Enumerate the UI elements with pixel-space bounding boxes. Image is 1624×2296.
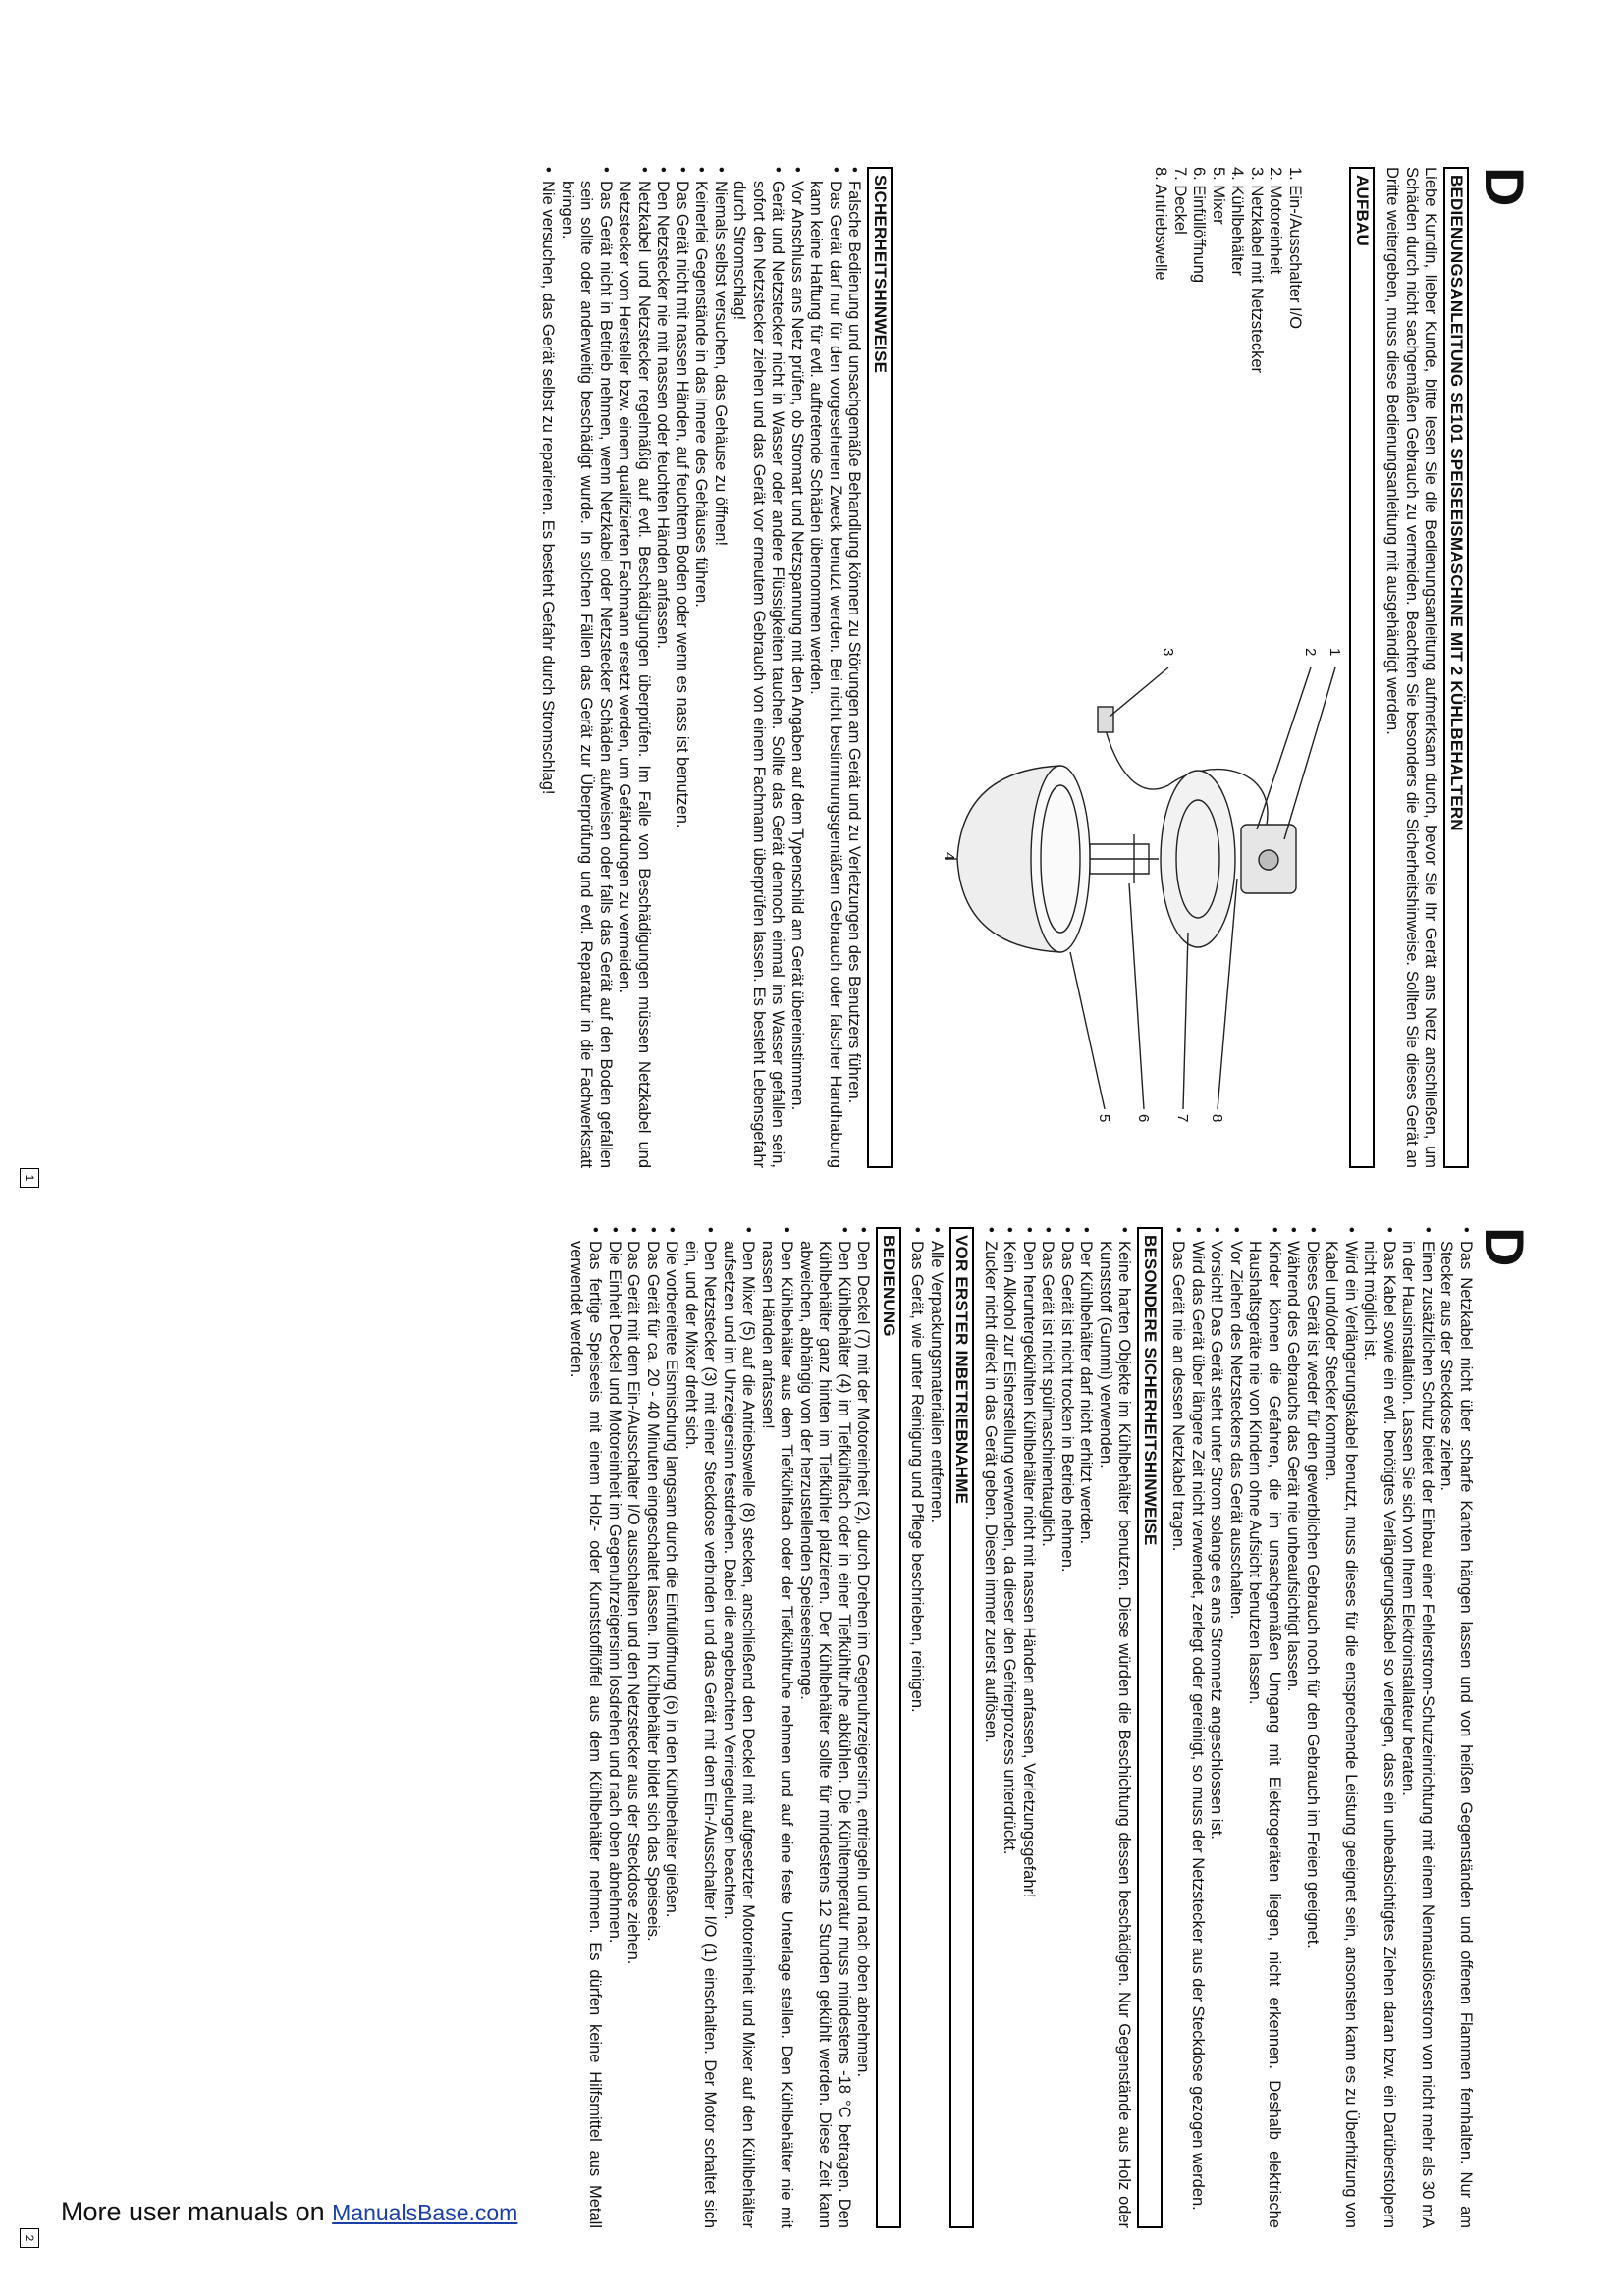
part-item: 5. Mixer xyxy=(1210,167,1227,225)
page-number: 2 xyxy=(20,2228,39,2248)
safety-list xyxy=(538,167,864,1168)
list-item: • Das Gerät ist nicht trocken in Betrieb nehmen. xyxy=(1057,1227,1077,2228)
aufbau-title: AUFBAU xyxy=(1350,167,1376,1168)
callout-3: 3 xyxy=(1160,648,1176,657)
list-item: • Vorsicht! Das Gerät steht unter Strom solange es ans Stromnetz angeschlossen ist. xyxy=(1207,1227,1226,2228)
part-item: 1. Ein-/Ausschalter I/O xyxy=(1286,167,1304,330)
list-item: • Das Gerät für ca. 20 - 40 Minuten eingeschaltet lassen. Im Kühlbehälter bildet sich das Speiseeis. xyxy=(643,1227,663,2228)
list-item: • Die Einheit Deckel und Motoreinheit im Gegenuhrzeigersinn losdrehen und nach oben abnehmen. xyxy=(605,1227,624,2228)
list-item: • Zucker nicht direkt in das Gerät geben. Diesen immer zuerst auflösen. xyxy=(981,1227,1001,2228)
list-item: • Falsche Bedienung und unsachgemäße Behandlung können zu Störungen am Gerät und zu Verletzungen des Benutzers führen. xyxy=(844,167,864,1168)
list-item: • Das Gerät darf nur für den vorgesehenen Zweck benutzt werden. Bei nicht bestimmungsgemäßem Gebrauch oder falscher Handhabung kann keine Haftung für evtl. auftretende Schäden übernommen werden. xyxy=(806,167,844,1168)
part-item: 4. Kühlbehälter xyxy=(1228,167,1247,276)
footer-text: More user manuals on xyxy=(61,2197,333,2226)
list-item: • Das Gerät mit dem Ein-/Ausschalter I/O ausschalten und den Netzstecker aus der Steckdose ziehen. xyxy=(623,1227,643,2228)
page-number: 1 xyxy=(20,1168,39,1188)
language-letter: D xyxy=(1474,1227,1536,1267)
special-safety-title: BESONDERE SICHERHEITSHINWEISE xyxy=(1138,1227,1164,2228)
list-item: • Wird das Gerät über längere Zeit nicht verwendet, zerlegt oder gereinigt, so muss der Netzstecker aus der Steckdose gezogen werden. xyxy=(1188,1227,1208,2228)
first-use-list xyxy=(907,1227,946,2228)
callout-8: 8 xyxy=(1209,1114,1225,1123)
operation-list xyxy=(567,1227,873,2228)
general-safety-list xyxy=(1168,1227,1475,2228)
list-item: • Niemals selbst versuchen, das Gehäuse zu öffnen! xyxy=(711,167,731,1168)
footer xyxy=(61,2197,517,2227)
list-item: • Das Netzkabel nicht über scharfe Kanten hängen lassen und von heißen Gegenständen und offenen Flammen fernhalten. Nur am Stecker aus der Steckdose ziehen. xyxy=(1436,1227,1475,2228)
callout-2: 2 xyxy=(1302,648,1319,657)
parts-list xyxy=(1151,167,1304,461)
part-item: 6. Einfüllöffnung xyxy=(1190,167,1209,284)
language-letter: D xyxy=(1474,167,1536,207)
lid-shape xyxy=(1161,771,1235,947)
list-item: • Die vorbereitete Eismischung langsam durch die Einfüllöffnung (6) in den Kühlbehälter gießen. xyxy=(662,1227,681,2228)
list-item: • Wird ein Verlängerungskabel benutzt, muss dieses für die entsprechende Leistung geeignet sein, ansonsten kann es zu Überhitzung von Kabel und/oder Stecker kommen. xyxy=(1322,1227,1360,2228)
switch-shape xyxy=(1259,850,1278,870)
list-item: • Während des Gebrauchs das Gerät nie unbeaufsichtigt lassen. xyxy=(1283,1227,1303,2228)
callout-7: 7 xyxy=(1174,1114,1191,1123)
list-item: • Den Kühlbehälter aus dem Tiefkühlfach oder der Tiefkühltruhe nehmen und auf eine feste Unterlage stellen. Den Kühlbehälter nie mit nassen Händen anfassen! xyxy=(758,1227,796,2228)
callout-6: 6 xyxy=(1135,1114,1152,1123)
part-item: 3. Netzkabel mit Netzstecker xyxy=(1248,167,1266,373)
manualsbase-link[interactable]: ManualsBase.com xyxy=(332,2200,518,2225)
part-item: 7. Deckel xyxy=(1171,167,1189,235)
list-item: • Keine harten Objekte im Kühlbehälter benutzen. Diese würden die Beschichtung dessen beschädigen. Nur Gegenstände aus Holz oder Kunststoff (Gummi) verwenden. xyxy=(1096,1227,1134,2228)
list-item: • Das Gerät nie an dessen Netzkabel tragen. xyxy=(1168,1227,1188,2228)
list-item: • Den Kühlbehälter (4) im Tiefkühlfach oder in einer Tiefkühltruhe abkühlen. Die Kühltemperatur muss mindestens -18 °C betragen. Den Kühlbehälter ganz hinten im Tiefkühler platzieren. Der Kühlbehälter sollte für mindestens 12 Stunden gekühlt werden. Diese Zeit kann abweichen, abhängig von der herzustellenden Speiseeismenge. xyxy=(796,1227,854,2228)
list-item: • Alle Verpackungsmaterialien entfernen. xyxy=(927,1227,947,2228)
part-item: 8. Antriebswelle xyxy=(1152,167,1170,281)
special-safety-list xyxy=(981,1227,1134,2228)
part-item: 2. Motoreinheit xyxy=(1267,167,1285,275)
list-item: • Das fertige Speiseeis mit einem Holz- oder Kunststofflöffel aus dem Kühlbehälter nehmen. Es dürfen keine Hilfsmittel aus Metall verwendet werden. xyxy=(567,1227,605,2228)
list-item: • Den Mixer (5) auf die Antriebswelle (8) stecken, anschließend den Deckel mit aufgesetzter Motoreinheit und Mixer auf den Kühlbehälter aufsetzen und im Uhrzeigersinn festdrehen. Dabei die angebrachten Verriegelungen beachten. xyxy=(720,1227,758,2228)
manual-page-2 xyxy=(0,1188,1536,2277)
list-item: • Kinder können die Gefahren, die im unsachgemäßen Umgang mit Elektrogeräten liegen, nicht erkennen. Deshalb elektrische Haushaltsgeräte nie von Kindern ohne Aufsicht benutzen lassen. xyxy=(1245,1227,1283,2228)
list-item: • Der Kühlbehälter darf nicht erhitzt werden. xyxy=(1076,1227,1096,2228)
list-item: • Das Kabel sowie ein evtl. benötigtes Verlängerungskabel so verlegen, dass ein unbeabsichtigtes Ziehen daran bzw. ein Darüberstolpern nicht möglich ist. xyxy=(1360,1227,1398,2228)
safety-section xyxy=(538,167,898,1168)
list-item: • Kein Alkohol zur Eisherstellung verwenden, da dieser den Gefrierprozess unterdrückt. xyxy=(1000,1227,1019,2228)
list-item: • Das Gerät ist nicht spülmaschinentauglich. xyxy=(1038,1227,1057,2228)
list-item: • Netzkabel und Netzstecker regelmäßig auf evtl. Beschädigungen überprüfen. Im Falle von Beschädigungen müssen Netzkabel und Netzstecker vom Hersteller bzw. einem qualifizierten Fachmann ersetzt werden, um Gefährdungen zu vermeiden. xyxy=(615,167,653,1168)
ice-cream-maker-diagram xyxy=(943,638,1355,1129)
list-item: • Keinerlei Gegenstände in das Innere des Gehäuses führen. xyxy=(691,167,711,1168)
list-item: • Den Netzstecker nie mit nassen oder feuchten Händen anfassen. xyxy=(653,167,673,1168)
list-item: • Das Gerät nicht mit nassen Händen, auf feuchtem Boden oder wenn es nass ist benutzen. xyxy=(673,167,692,1168)
plug-shape xyxy=(1098,707,1113,732)
manual-page-1 xyxy=(0,128,1536,1217)
list-item: • Vor Ziehen des Netzsteckers das Gerät ausschalten. xyxy=(1226,1227,1246,2228)
list-item: • Den heruntergekühlten Kühlbehälter nicht mit nassen Händen anfassen, Verletzungsgefahr! xyxy=(1019,1227,1039,2228)
callout-4: 4 xyxy=(941,852,957,861)
operation-title: BEDIENUNG xyxy=(877,1227,902,2228)
safety-title: SICHERHEITSHINWEISE xyxy=(868,167,893,1168)
parts-list-section xyxy=(1151,167,1304,461)
main-title: BEDIENUNGSANLEITUNG SE101 SPEISEEISMASCHINE MIT 2 KÜHLBEHALTERN xyxy=(1444,167,1470,1168)
intro-text: Liebe Kundin, lieber Kunde, bitte lesen Sie die Bedienungsanleitung aufmerksam durch, bevor Sie Ihr Gerät ans Netz anschließen, um Schäden durch nicht sachgemäßen Gebrauch zu vermeiden. Beachten Sie besonders die Sicherheitshinweise. Sollten Sie dieses Gerät an Dritte weitergeben, muss diese Bedienungsanleitung mit ausgehändigt werden. xyxy=(1383,167,1440,1168)
list-item: • Den Netzstecker (3) mit einer Steckdose verbinden und das Gerät mit dem Ein-/Ausschalter I/O (1) einschalten. Der Motor schaltet sich ein, und der Mixer dreht sich. xyxy=(681,1227,720,2228)
list-item: • Gerät und Netzstecker nicht in Wasser oder andere Flüssigkeiten tauchen. Sollte das Gerät dennoch einmal ins Wasser gefallen sein, sofort den Netzstecker ziehen und das Gerät vor erneutem Gebrauch von einem Fachmann überprüfen lassen. Es besteht Lebensgefahr durch Stromschlag! xyxy=(730,167,787,1168)
first-use-title: VOR ERSTER INBETRIEBNAHME xyxy=(949,1227,975,2228)
list-item: • Einen zusätzlichen Schutz bietet der Einbau einer Fehlerstrom-Schutzeinrichtung mit einem Nennauslösestrom von nicht mehr als 30 mA in der Hausinstallation. Lassen Sie sich von Ihrem Elektroinstallateur beraten. xyxy=(1398,1227,1436,2228)
list-item: • Das Gerät, wie unter Reinigung und Pflege beschrieben, reinigen. xyxy=(907,1227,927,2228)
callout-5: 5 xyxy=(1096,1114,1112,1123)
general-safety-section xyxy=(567,1227,1476,2228)
list-item: • Das Gerät nicht in Betrieb nehmen, wenn Netzkabel oder Netzstecker Schäden aufweisen oder falls das Gerät auf den Boden gefallen sein sollte oder anderweitig beschädigt wurde. In solchen Fällen das Gerät zur Überprüfung und evtl. Reparatur in die Fachwerkstatt bringen. xyxy=(558,167,616,1168)
intro-section xyxy=(1346,167,1476,1168)
callout-1: 1 xyxy=(1326,648,1343,657)
list-item: • Dieses Gerät ist weder für den gewerblichen Gebrauch noch für den Gebrauch im Freien geeignet. xyxy=(1303,1227,1323,2228)
list-item: • Den Deckel (7) mit der Motoreinheit (2), durch Drehen im Gegenuhrzeigersinn, entriegeln und nach oben abnehmen. xyxy=(853,1227,873,2228)
list-item: • Nie versuchen, das Gerät selbst zu reparieren. Es besteht Gefahr durch Stromschlag! xyxy=(538,167,558,1168)
list-item: • Vor Anschluss ans Netz prüfen, ob Stromart und Netzspannung mit den Angaben auf dem Typenschild am Gerät übereinstimmen. xyxy=(787,167,807,1168)
mixer-shape xyxy=(1080,834,1159,883)
